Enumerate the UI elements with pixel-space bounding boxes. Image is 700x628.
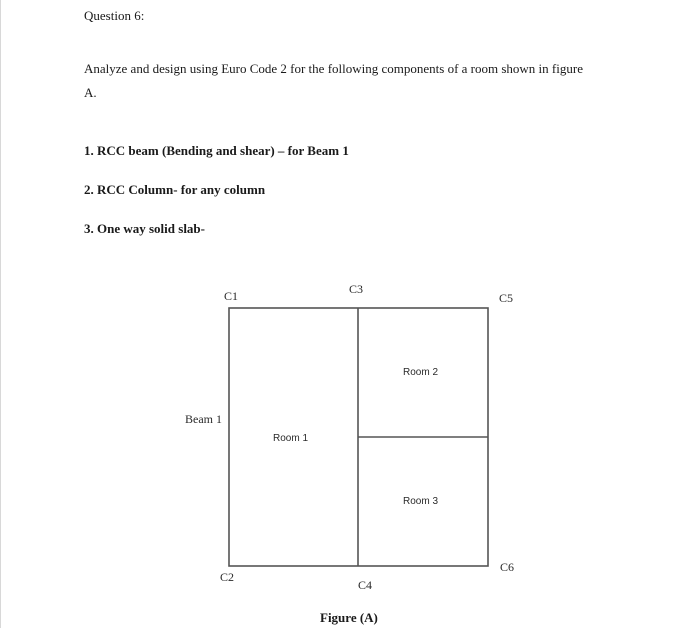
- column-label-c1: C1: [224, 289, 239, 303]
- room-label-1: Room 1: [273, 433, 309, 444]
- list-item-rcc-beam: 1. RCC beam (Bending and shear) – for Beam 1: [84, 143, 349, 158]
- question-intro-continued: A.: [84, 85, 97, 100]
- list-item-rcc-column: 2. RCC Column- for any column: [84, 182, 266, 197]
- room-label-2: Room 2: [403, 367, 439, 378]
- question-intro: Analyze and design using Euro Code 2 for the following components of a room shown in figure: [84, 61, 583, 76]
- question-title: Question 6:: [84, 8, 145, 23]
- beam-label: Beam 1: [185, 412, 222, 426]
- list-item-one-way-slab: 3. One way solid slab-: [84, 221, 205, 236]
- room-label-3: Room 3: [403, 496, 439, 507]
- column-label-c2: C2: [220, 570, 235, 584]
- column-label-c4: C4: [358, 578, 373, 592]
- column-label-c6: C6: [500, 560, 515, 574]
- column-label-c3: C3: [349, 282, 364, 296]
- figure-caption: Figure (A): [320, 610, 378, 625]
- column-label-c5: C5: [499, 291, 514, 305]
